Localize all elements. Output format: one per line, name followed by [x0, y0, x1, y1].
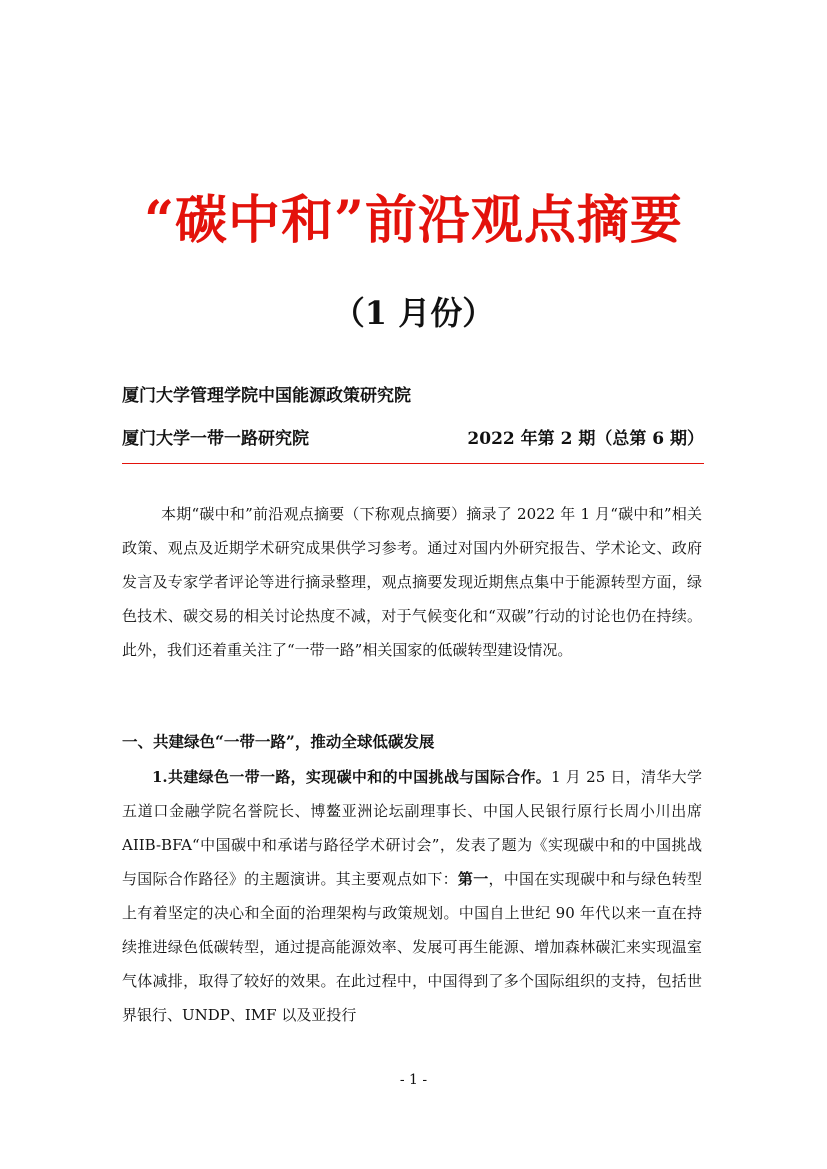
org-line-2 [122, 426, 704, 452]
header-divider [122, 463, 704, 464]
issue-number: 2022 年第 2 期（总第 6 期） [467, 429, 704, 449]
document-subtitle: （1 月份） [332, 294, 495, 332]
section-1-item-1 [122, 760, 702, 1032]
item-emphasis: 第一 [457, 870, 489, 888]
document-title: “碳中和”前沿观点摘要 [144, 190, 683, 251]
page-number: - 1 - [399, 1072, 428, 1088]
item-text-a: 1 月 25 日，清华大学五道口金融学院名誉院长、博鳌亚洲论坛副理事长、中国人民银行原行长周小川出席 AIIB-BFA“中国碳中和承诺与路径学术研讨会”，发表了题为《实现碳中和的中国挑战与国际合作路径》的主题演讲。其主要观点如下： [122, 768, 702, 888]
intro-paragraph: 本期“碳中和”前沿观点摘要（下称观点摘要）摘录了 2022 年 1 月“碳中和”相关政策、观点及近期学术研究成果供学习参考。通过对国内外研究报告、学术论文、政府发言及专家学者评论等进行摘录整理，观点摘要发现近期焦点集中于能源转型方面，绿色技术、碳交易的相关讨论热度不减，对于气候变化和“双碳”行动的讨论也仍在持续。此外，我们还着重关注了“一带一路”相关国家的低碳转型建设情况。 [122, 505, 702, 659]
org-name-2: 厦门大学一带一路研究院 [122, 429, 309, 449]
item-text-c: ，中国在实现碳中和与绿色转型上有着坚定的决心和全面的治理架构与政策规划。中国自上世纪 90 年代以来一直在持续推进绿色低碳转型，通过提高能源效率、发展可再生能源、增加森林碳汇来实现温室气体减排，取得了较好的效果。在此过程中，中国得到了多个国际组织的支持，包括世界银行、UNDP、IMF 以及亚投行 [122, 870, 702, 1024]
section-heading-1: 一、共建绿色“一带一路”，推动全球低碳发展 [122, 732, 435, 751]
item-lead: 1.共建绿色一带一路，实现碳中和的中国挑战与国际合作。 [152, 768, 552, 786]
org-line-1: 厦门大学管理学院中国能源政策研究院 [122, 386, 411, 406]
